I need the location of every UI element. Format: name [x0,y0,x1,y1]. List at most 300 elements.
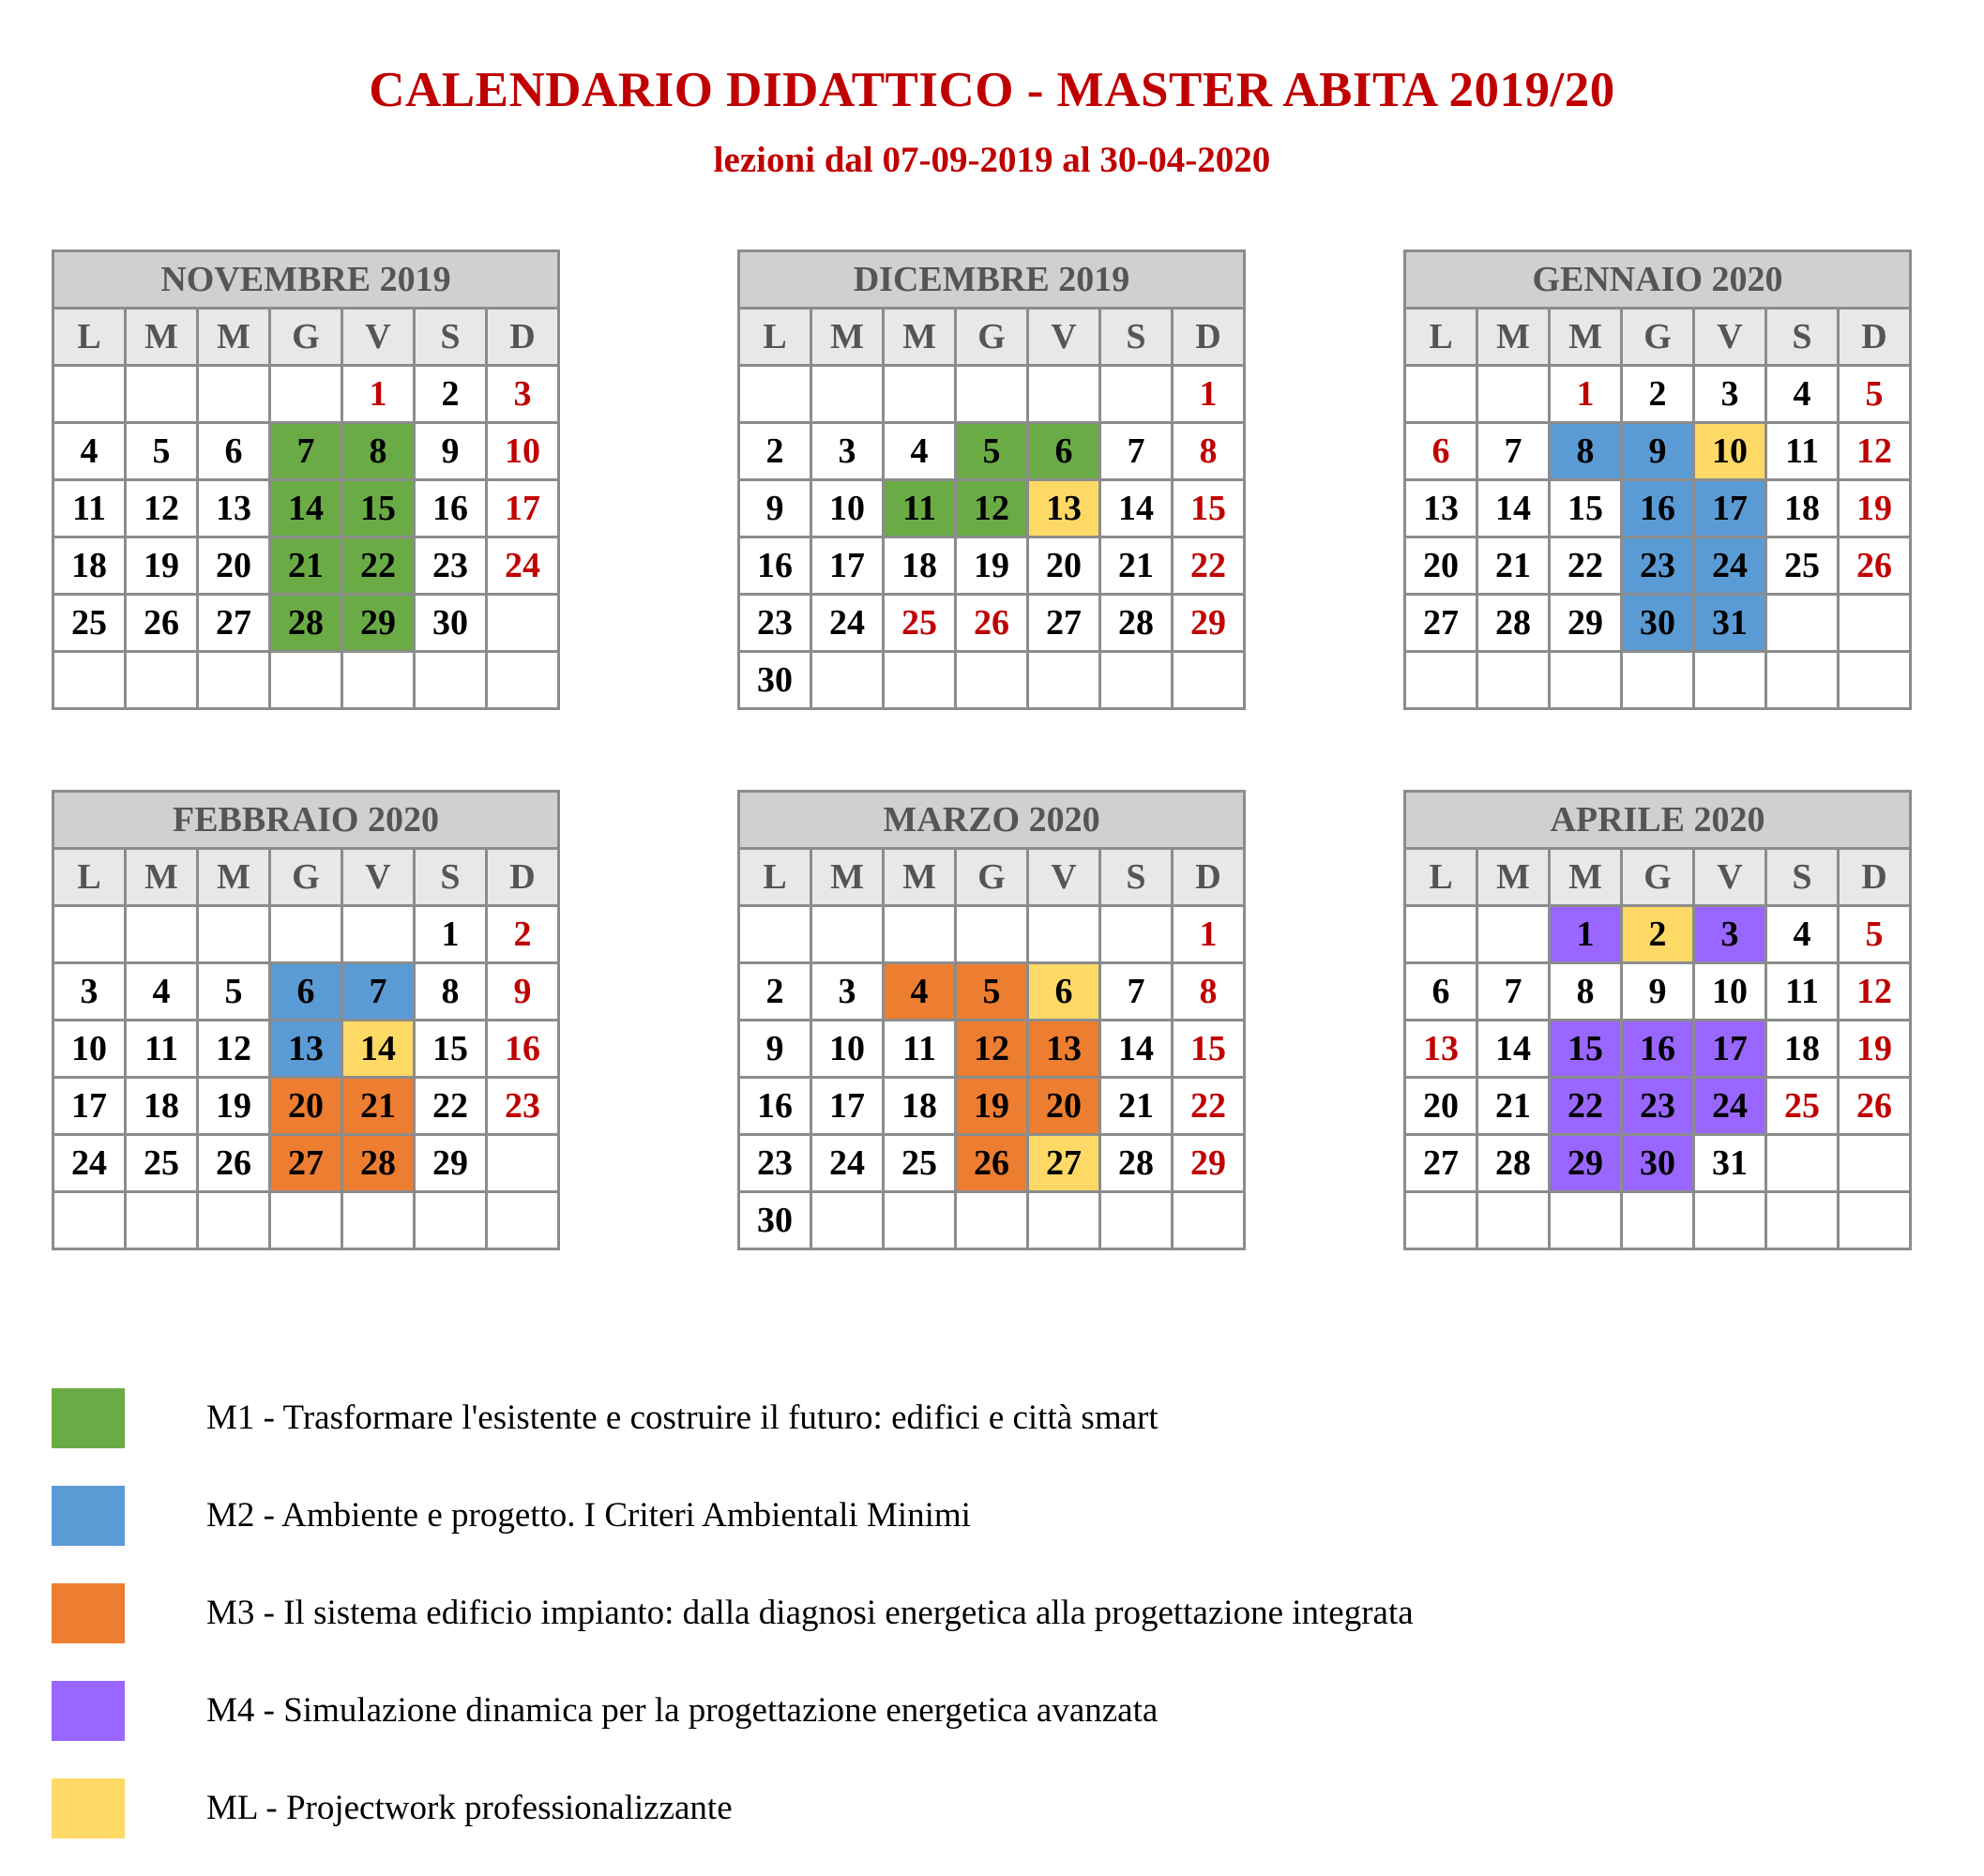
week-row [1405,366,1911,423]
day-cell: 10 [1694,423,1766,480]
empty-cell [342,652,415,709]
month-name: FEBBRAIO 2020 [53,792,559,849]
day-cell: 11 [1766,963,1839,1021]
day-cell: 18 [1766,480,1839,537]
weekday-header: M [1550,309,1622,366]
weekday-header: D [1173,849,1245,906]
day-cell: 4 [884,423,956,480]
week-row [1405,1078,1911,1135]
week-row [1405,537,1911,595]
day-cell: 4 [1766,906,1839,963]
empty-cell [1477,366,1550,423]
day-cell: 12 [956,1021,1028,1078]
day-cell: 4 [126,963,198,1021]
day-cell: 2 [739,423,811,480]
month-table [52,250,560,710]
day-cell: 21 [1477,1078,1550,1135]
empty-cell [198,366,270,423]
week-row [1405,1021,1911,1078]
empty-cell [1839,1192,1911,1249]
empty-cell [1550,1192,1622,1249]
day-cell: 21 [1100,1078,1173,1135]
month-name: APRILE 2020 [1405,792,1911,849]
empty-cell [884,652,956,709]
empty-cell [1173,652,1245,709]
day-cell: 11 [126,1021,198,1078]
day-cell: 6 [198,423,270,480]
day-cell: 30 [1622,1135,1694,1192]
day-cell: 7 [1477,423,1550,480]
empty-cell [1839,652,1911,709]
day-cell: 22 [1550,1078,1622,1135]
week-row [739,1078,1245,1135]
day-cell: 30 [415,595,487,652]
empty-cell [1028,1192,1100,1249]
day-cell: 26 [956,1135,1028,1192]
day-cell: 22 [415,1078,487,1135]
week-row [53,537,559,595]
day-cell: 25 [53,595,126,652]
day-cell: 29 [342,595,415,652]
empty-cell [811,1192,884,1249]
weekday-header: V [342,309,415,366]
empty-cell [956,652,1028,709]
week-row [53,423,559,480]
week-row [53,366,559,423]
legend-label: ML - Projectwork professionalizzante [206,1789,733,1827]
empty-cell [1766,595,1839,652]
day-cell: 27 [198,595,270,652]
empty-cell [342,1192,415,1249]
empty-cell [1477,906,1550,963]
empty-cell [126,652,198,709]
day-cell: 25 [126,1135,198,1192]
day-cell: 7 [270,423,342,480]
day-cell: 15 [415,1021,487,1078]
empty-cell [1405,1192,1477,1249]
day-cell: 10 [53,1021,126,1078]
day-cell: 8 [415,963,487,1021]
empty-cell [1839,1135,1911,1192]
empty-cell [739,906,811,963]
weekday-header: G [956,309,1028,366]
day-cell: 22 [1550,537,1622,595]
day-cell: 24 [53,1135,126,1192]
month-calendar [52,790,560,1250]
day-cell: 15 [1550,1021,1622,1078]
week-row [739,595,1245,652]
week-row [53,1135,559,1192]
week-row [739,366,1245,423]
empty-cell [956,1192,1028,1249]
day-cell: 2 [415,366,487,423]
month-calendar [1403,250,1912,710]
weekday-header: V [1028,849,1100,906]
day-cell: 14 [1100,1021,1173,1078]
day-cell: 23 [487,1078,559,1135]
day-cell: 26 [1839,537,1911,595]
day-cell: 5 [198,963,270,1021]
day-cell: 28 [1477,595,1550,652]
empty-cell [1622,1192,1694,1249]
empty-cell [1028,366,1100,423]
day-cell: 2 [1622,366,1694,423]
empty-cell [1028,906,1100,963]
month-calendar [737,250,1246,710]
day-cell: 21 [1100,537,1173,595]
empty-cell [1028,652,1100,709]
day-cell: 1 [1173,906,1245,963]
day-cell: 21 [270,537,342,595]
day-cell: 9 [1622,423,1694,480]
day-cell: 29 [1550,595,1622,652]
day-cell: 16 [1622,480,1694,537]
day-cell: 23 [1622,537,1694,595]
empty-cell [811,906,884,963]
day-cell: 2 [739,963,811,1021]
weekday-header: V [1028,309,1100,366]
day-cell: 3 [811,963,884,1021]
empty-cell [1100,366,1173,423]
weekday-header: M [198,849,270,906]
month-table [1403,790,1912,1250]
day-cell: 18 [1766,1021,1839,1078]
day-cell: 9 [739,1021,811,1078]
weekday-header: V [1694,849,1766,906]
day-cell: 4 [53,423,126,480]
day-cell: 28 [270,595,342,652]
week-row [53,1021,559,1078]
day-cell: 16 [1622,1021,1694,1078]
weekday-header: D [1839,309,1911,366]
empty-cell [487,1135,559,1192]
day-cell: 3 [1694,366,1766,423]
day-cell: 13 [270,1021,342,1078]
day-cell: 16 [739,537,811,595]
week-row [739,537,1245,595]
empty-cell [126,1192,198,1249]
day-cell: 30 [739,1192,811,1249]
empty-cell [270,1192,342,1249]
week-row [739,1021,1245,1078]
empty-cell [487,595,559,652]
day-cell: 28 [1100,595,1173,652]
legend-label: M1 - Trasformare l'esistente e costruire il futuro: edifici e città smart [206,1399,1159,1437]
weekday-header: L [739,849,811,906]
weekday-header: M [884,309,956,366]
day-cell: 13 [1028,480,1100,537]
day-cell: 22 [1173,1078,1245,1135]
day-cell: 27 [1405,1135,1477,1192]
day-cell: 6 [1028,963,1100,1021]
empty-cell [884,366,956,423]
empty-cell [811,652,884,709]
weekday-header: M [884,849,956,906]
empty-cell [1550,652,1622,709]
weekday-header: S [415,309,487,366]
day-cell: 28 [1100,1135,1173,1192]
legend-swatch [52,1681,125,1741]
day-cell: 16 [739,1078,811,1135]
day-cell: 22 [1173,537,1245,595]
week-row [1405,423,1911,480]
day-cell: 10 [1694,963,1766,1021]
day-cell: 5 [956,963,1028,1021]
weekday-header: M [1550,849,1622,906]
month-calendar [737,790,1246,1250]
day-cell: 1 [1550,906,1622,963]
day-cell: 20 [1405,1078,1477,1135]
month-name: DICEMBRE 2019 [739,251,1245,309]
week-row [53,595,559,652]
day-cell: 14 [1477,480,1550,537]
weekday-header: S [1100,849,1173,906]
weekday-header: S [1766,309,1839,366]
day-cell: 19 [956,537,1028,595]
day-cell: 18 [884,1078,956,1135]
day-cell: 1 [342,366,415,423]
weekday-header: V [342,849,415,906]
month-table [737,790,1246,1250]
day-cell: 26 [198,1135,270,1192]
day-cell: 12 [198,1021,270,1078]
page-subtitle: lezioni dal 07-09-2019 al 30-04-2020 [713,140,1271,180]
weekday-header: D [487,849,559,906]
week-row [1405,480,1911,537]
day-cell: 23 [739,595,811,652]
weekday-header: M [811,849,884,906]
weekday-header: D [1173,309,1245,366]
day-cell: 20 [198,537,270,595]
legend-swatch [52,1388,125,1448]
day-cell: 5 [1839,906,1911,963]
week-row [739,1135,1245,1192]
day-cell: 30 [1622,595,1694,652]
empty-cell [270,906,342,963]
empty-cell [487,652,559,709]
week-row [1405,1192,1911,1249]
week-row [739,1192,1245,1249]
month-calendar [52,250,560,710]
day-cell: 3 [487,366,559,423]
day-cell: 19 [1839,1021,1911,1078]
weekday-header: L [739,309,811,366]
empty-cell [270,652,342,709]
week-row [53,906,559,963]
week-row [1405,652,1911,709]
empty-cell [1405,652,1477,709]
week-row [1405,595,1911,652]
day-cell: 20 [1028,537,1100,595]
day-cell: 6 [1028,423,1100,480]
day-cell: 6 [1405,423,1477,480]
week-row [739,963,1245,1021]
legend-label: M4 - Simulazione dinamica per la progettazione energetica avanzata [206,1691,1159,1730]
day-cell: 16 [487,1021,559,1078]
empty-cell [1100,652,1173,709]
weekday-header: M [1477,309,1550,366]
day-cell: 27 [1405,595,1477,652]
day-cell: 13 [1405,1021,1477,1078]
empty-cell [415,1192,487,1249]
day-cell: 7 [342,963,415,1021]
day-cell: 25 [1766,1078,1839,1135]
day-cell: 18 [53,537,126,595]
empty-cell [415,652,487,709]
day-cell: 3 [1694,906,1766,963]
day-cell: 23 [415,537,487,595]
day-cell: 1 [415,906,487,963]
day-cell: 11 [1766,423,1839,480]
day-cell: 17 [1694,1021,1766,1078]
day-cell: 25 [884,595,956,652]
day-cell: 11 [884,480,956,537]
day-cell: 21 [342,1078,415,1135]
day-cell: 8 [342,423,415,480]
empty-cell [1839,595,1911,652]
day-cell: 5 [126,423,198,480]
day-cell: 24 [1694,1078,1766,1135]
day-cell: 13 [1405,480,1477,537]
day-cell: 17 [53,1078,126,1135]
weekday-header: M [1477,849,1550,906]
day-cell: 28 [1477,1135,1550,1192]
empty-cell [1766,652,1839,709]
day-cell: 17 [487,480,559,537]
day-cell: 3 [811,423,884,480]
week-row [53,1078,559,1135]
day-cell: 17 [811,537,884,595]
day-cell: 23 [739,1135,811,1192]
day-cell: 14 [270,480,342,537]
day-cell: 15 [1173,1021,1245,1078]
day-cell: 4 [884,963,956,1021]
day-cell: 14 [342,1021,415,1078]
day-cell: 13 [198,480,270,537]
day-cell: 21 [1477,537,1550,595]
day-cell: 19 [198,1078,270,1135]
day-cell: 28 [342,1135,415,1192]
empty-cell [198,1192,270,1249]
day-cell: 20 [1405,537,1477,595]
day-cell: 20 [270,1078,342,1135]
day-cell: 29 [1550,1135,1622,1192]
day-cell: 7 [1100,963,1173,1021]
weekday-header: D [487,309,559,366]
empty-cell [198,906,270,963]
week-row [53,963,559,1021]
empty-cell [487,1192,559,1249]
day-cell: 13 [1028,1021,1100,1078]
weekday-header: G [1622,849,1694,906]
day-cell: 25 [884,1135,956,1192]
month-name: MARZO 2020 [739,792,1245,849]
weekday-header: G [956,849,1028,906]
day-cell: 10 [811,480,884,537]
day-cell: 10 [811,1021,884,1078]
empty-cell [1405,906,1477,963]
week-row [53,652,559,709]
week-row [1405,1135,1911,1192]
day-cell: 17 [1694,480,1766,537]
empty-cell [811,366,884,423]
day-cell: 12 [956,480,1028,537]
weekday-header: S [1100,309,1173,366]
month-name: GENNAIO 2020 [1405,251,1911,309]
legend-swatch [52,1486,125,1546]
day-cell: 31 [1694,1135,1766,1192]
day-cell: 15 [342,480,415,537]
empty-cell [126,366,198,423]
day-cell: 9 [487,963,559,1021]
day-cell: 5 [1839,366,1911,423]
weekday-header: M [811,309,884,366]
day-cell: 15 [1550,480,1622,537]
legend-swatch [52,1583,125,1643]
day-cell: 24 [811,1135,884,1192]
day-cell: 31 [1694,595,1766,652]
day-cell: 2 [487,906,559,963]
weekday-header: G [270,849,342,906]
legend-label: M2 - Ambiente e progetto. I Criteri Ambientali Minimi [206,1496,971,1535]
day-cell: 19 [1839,480,1911,537]
empty-cell [956,906,1028,963]
day-cell: 26 [956,595,1028,652]
day-cell: 12 [1839,963,1911,1021]
day-cell: 11 [884,1021,956,1078]
weekday-header: G [270,309,342,366]
week-row [739,906,1245,963]
page-title: CALENDARIO DIDATTICO - MASTER ABITA 2019/20 [369,63,1615,117]
weekday-header: L [1405,309,1477,366]
day-cell: 24 [1694,537,1766,595]
day-cell: 23 [1622,1078,1694,1135]
day-cell: 19 [956,1078,1028,1135]
empty-cell [1477,1192,1550,1249]
day-cell: 14 [1100,480,1173,537]
day-cell: 9 [415,423,487,480]
empty-cell [1622,652,1694,709]
day-cell: 9 [739,480,811,537]
weekday-header: S [415,849,487,906]
month-table [1403,250,1912,710]
empty-cell [884,906,956,963]
day-cell: 1 [1550,366,1622,423]
day-cell: 26 [126,595,198,652]
day-cell: 27 [1028,1135,1100,1192]
empty-cell [1405,366,1477,423]
day-cell: 1 [1173,366,1245,423]
empty-cell [956,366,1028,423]
day-cell: 29 [415,1135,487,1192]
empty-cell [53,652,126,709]
empty-cell [1100,1192,1173,1249]
empty-cell [126,906,198,963]
day-cell: 7 [1100,423,1173,480]
day-cell: 9 [1622,963,1694,1021]
day-cell: 24 [811,595,884,652]
day-cell: 24 [487,537,559,595]
empty-cell [884,1192,956,1249]
day-cell: 26 [1839,1078,1911,1135]
month-table [52,790,560,1250]
week-row [53,480,559,537]
empty-cell [1694,652,1766,709]
day-cell: 8 [1173,963,1245,1021]
day-cell: 20 [1028,1078,1100,1135]
day-cell: 18 [884,537,956,595]
legend-label: M3 - Il sistema edificio impianto: dalla diagnosi energetica alla progettazione integrata [206,1594,1414,1632]
